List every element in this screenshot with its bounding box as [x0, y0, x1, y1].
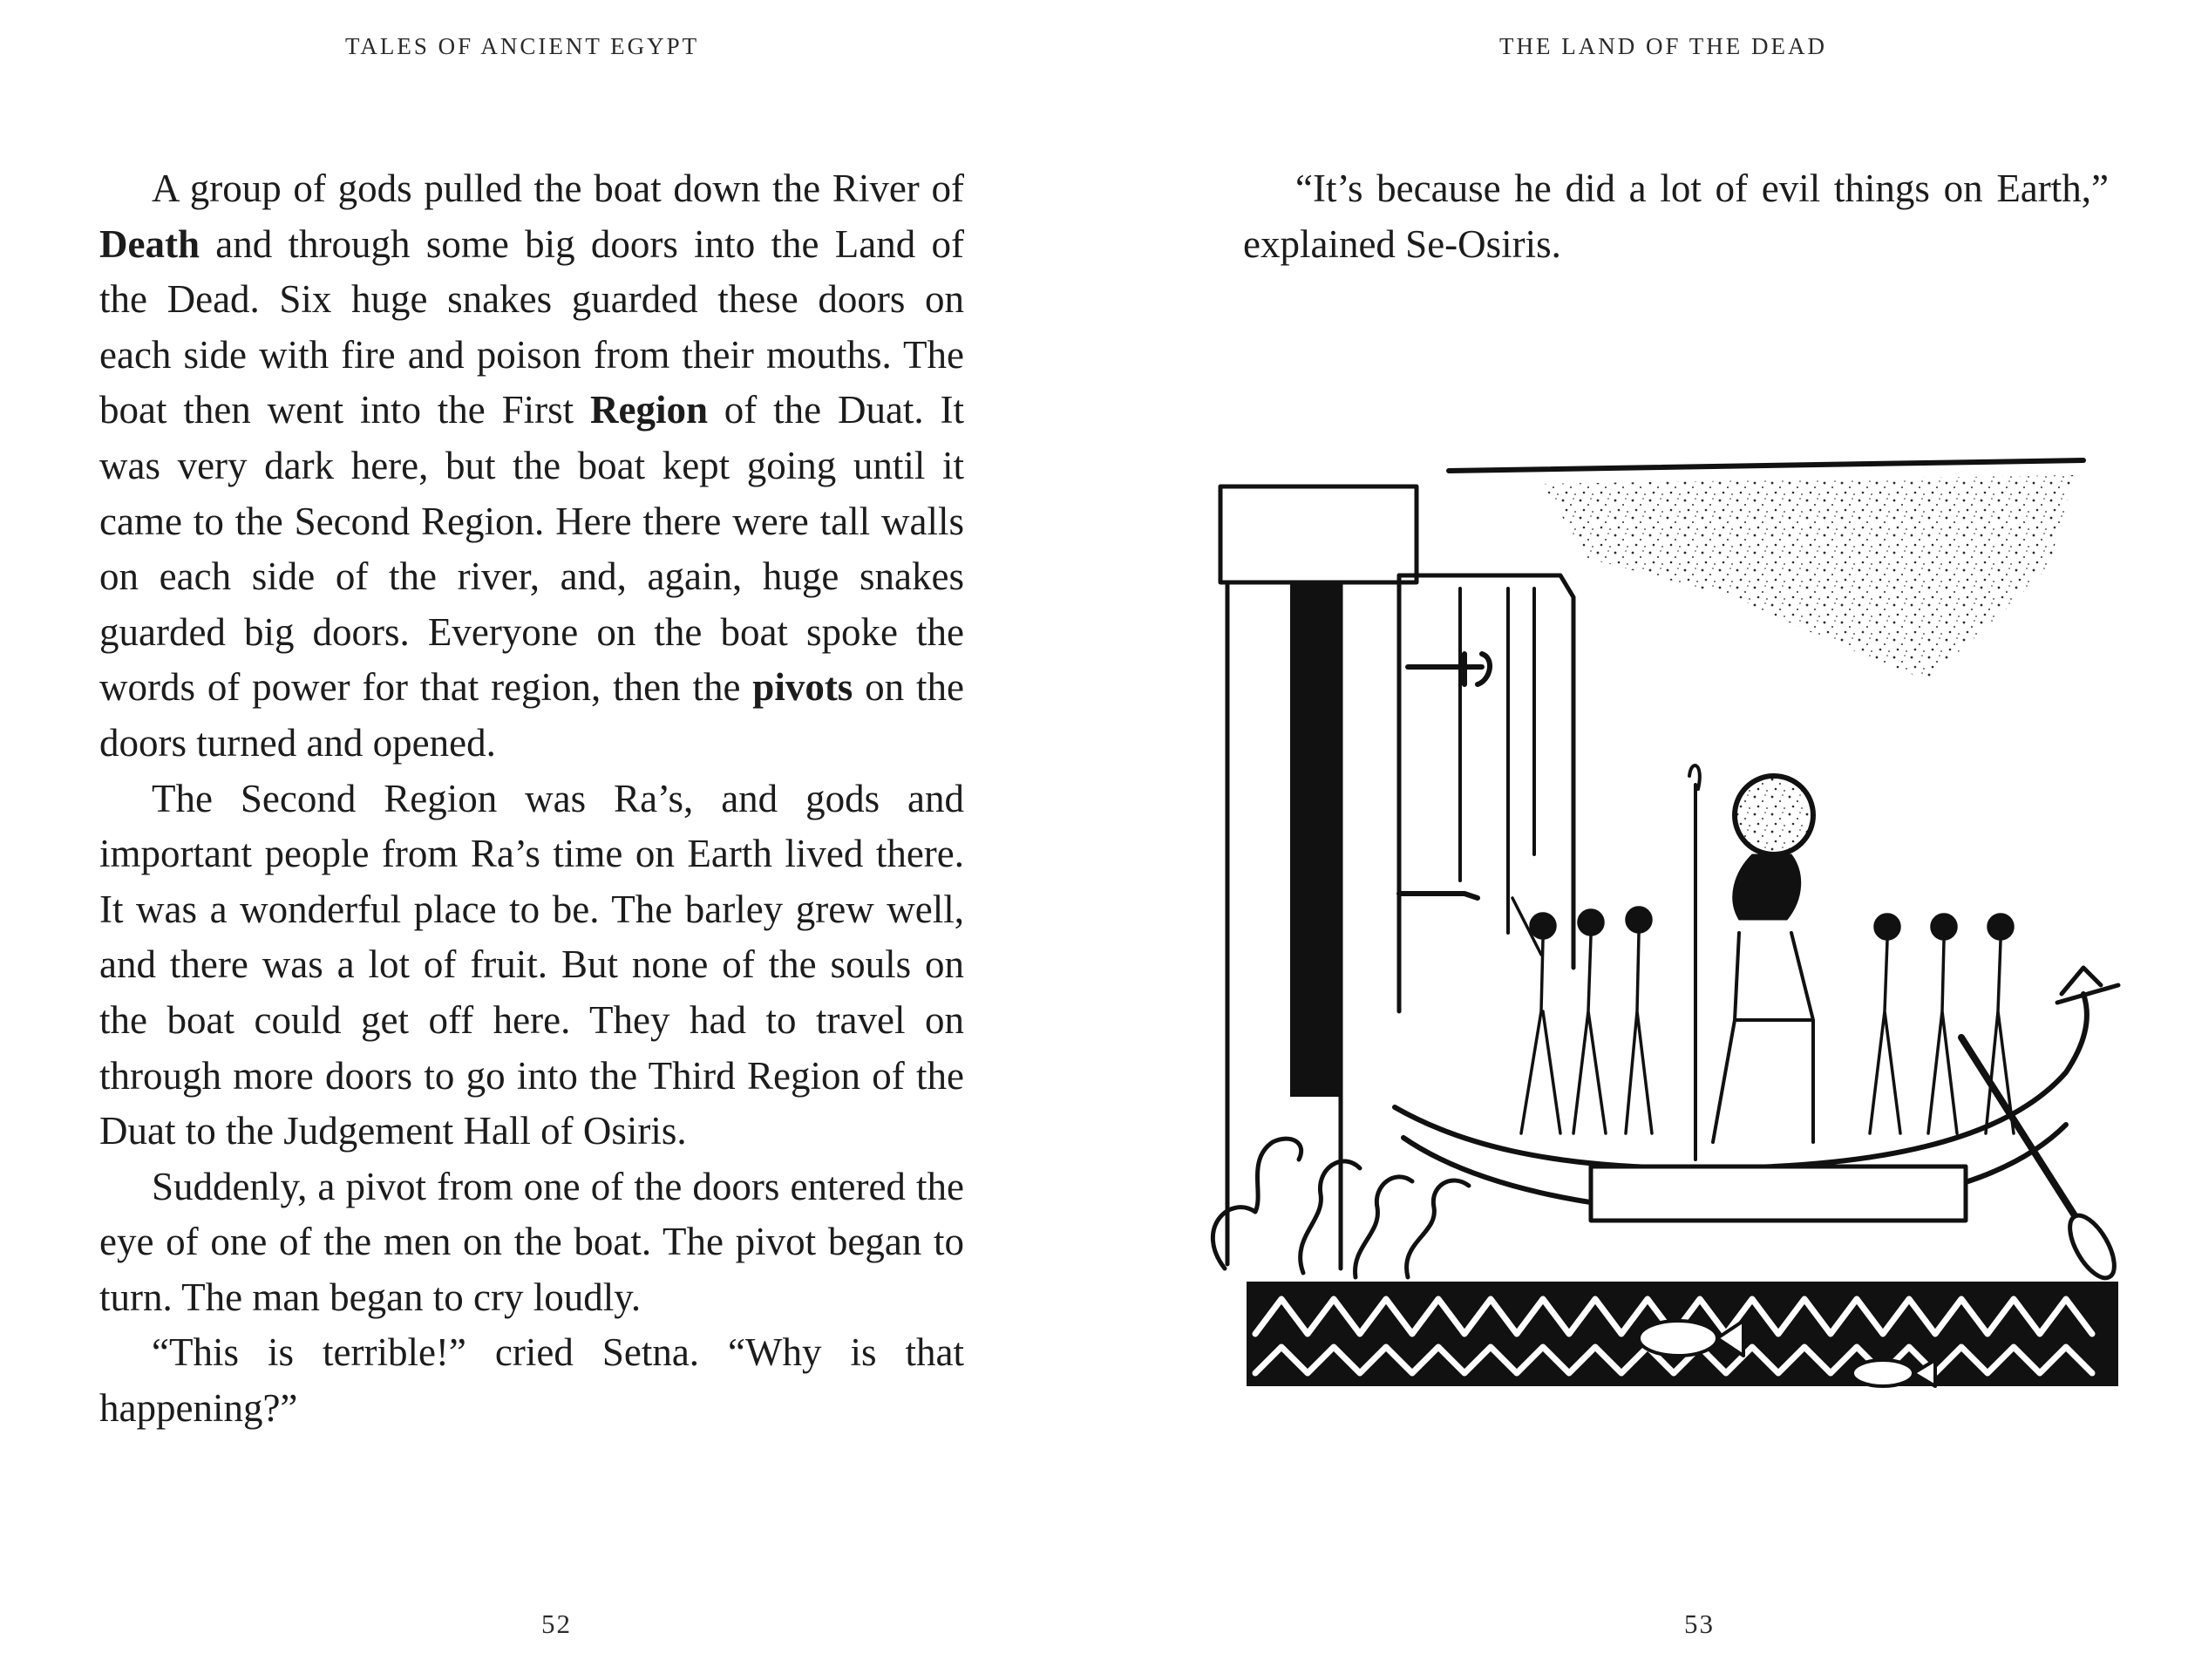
paragraph-4: “This is terrible!” cried Setna. “Why is that happening?”	[99, 1330, 964, 1431]
sun-disc	[1735, 776, 1813, 854]
wall-top-line	[1449, 460, 2083, 471]
page-number-left: 52	[541, 1609, 572, 1639]
passengers-right	[1870, 915, 2014, 1133]
illustration-svg	[1177, 445, 2162, 1447]
paragraph-1	[99, 161, 964, 772]
boat-deck	[1591, 1166, 1966, 1221]
paragraph-3: Suddenly, a pivot from one of the doors entered the eye of one of the men on the boat. The pivot began to turn. The man began to cry loudly.	[99, 1164, 964, 1319]
glossary-term-region: Region	[589, 388, 708, 432]
glossary-term-pivots: pivots	[752, 665, 853, 710]
running-head-right: THE LAND OF THE DEAD	[1499, 33, 1827, 59]
pillar-capital	[1220, 486, 1417, 582]
right-page-text	[1243, 161, 2109, 272]
page-number-right: 53	[1684, 1609, 1715, 1639]
glossary-term-death: Death	[99, 221, 200, 266]
paragraph-5: “It’s because he did a lot of evil things on Earth,” explained Se-Osiris.	[1243, 167, 2109, 266]
door-panel	[1399, 575, 1573, 968]
deity-body	[1713, 933, 1813, 1142]
boat-prow	[2057, 968, 2118, 1003]
door-hinge	[1408, 654, 1490, 684]
fish	[1852, 1360, 1913, 1386]
falcon-head	[1733, 854, 1801, 920]
running-head-left: TALES OF ANCIENT EGYPT	[345, 33, 700, 59]
paragraph-1-part-a: A group of gods pulled the boat down the River of	[152, 167, 964, 210]
left-page-text	[99, 161, 964, 1437]
passengers-left	[1512, 898, 1652, 1133]
illustration-boat-of-the-dead	[1177, 445, 2162, 1447]
paragraph-1-part-c: of the Duat. It was very dark here, but the boat kept going until it came to the Second Region. Here there were tall walls on each side of the river, and, again, huge snakes guarded big doors. Everyone on the boat spoke the words of power for that region, then the	[99, 388, 964, 710]
steering-oar	[1961, 1037, 2083, 1229]
pivot	[1399, 894, 1478, 898]
paragraph-2: The Second Region was Ra’s, and gods and important people from Ra’s time on Earth lived there. It was a wonderful place to be. The barley grew well, and there was a lot of fruit. But none of the souls on the boat could get off here. They had to travel on through more doors to go into the Third Region of the Duat to the Judgement Hall of Osiris.	[99, 776, 964, 1153]
paragraph-1-part-b: and through some big doors into the Land of the Dead. Six huge snakes guarded these doors on each side with fire and poison from their mouths. The boat then went into the First	[99, 221, 964, 432]
fish	[1639, 1321, 1717, 1356]
stone-texture	[1543, 475, 2075, 680]
doorway-shadow	[1290, 582, 1341, 1097]
paragraph-1-part-d: on the doors turned and opened.	[99, 665, 964, 765]
